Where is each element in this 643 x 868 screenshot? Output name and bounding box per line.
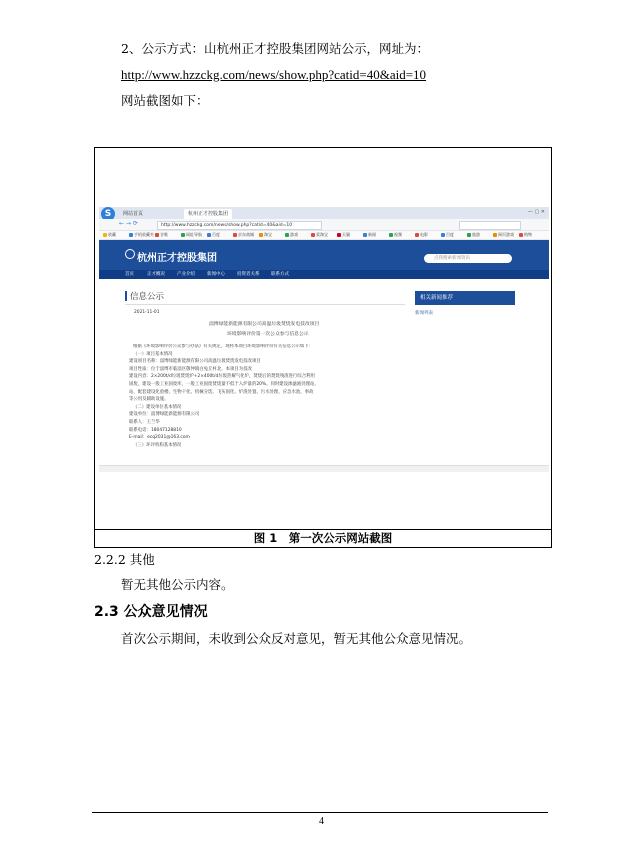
nav-contact[interactable]: 联系方式: [271, 272, 289, 277]
site-search-input[interactable]: 点我搜索新闻资讯: [424, 254, 512, 263]
article-line: 联系电话：18047128810: [129, 427, 182, 433]
section-title-bar: [125, 291, 127, 301]
nav-arrows-icon[interactable]: ← → ⟳: [119, 220, 138, 227]
bookmark-item[interactable]: 旅游: [467, 232, 480, 238]
article-line: （三）环评机构基本情况: [133, 442, 182, 448]
article-line: E-mail：ecq2031@163.com: [129, 435, 190, 441]
page-number: 4: [319, 816, 324, 827]
related-news-link[interactable]: 新闻列表: [415, 311, 433, 316]
bookmark-item[interactable]: 淘宝: [259, 232, 272, 238]
browser-toolbar: [99, 219, 549, 231]
screenshot-intro: 网站截图如下：: [121, 93, 209, 108]
window-controls: — ▢ ✕: [527, 209, 545, 215]
bookmark-item[interactable]: 新闻: [363, 232, 376, 238]
browser-logo-icon: S: [101, 207, 115, 221]
article-line: 固废，建设一般工业固废库，一般工业固废焚烧量不低于入炉量的20%。同时建设渗滤液处理站、: [129, 382, 319, 387]
bookmark-item[interactable]: 购物: [519, 232, 532, 238]
tab-home[interactable]: 网站首页: [123, 211, 144, 217]
bookmarks-bar: [99, 231, 549, 240]
site-nav: [99, 270, 549, 279]
nav-home[interactable]: 首页: [125, 272, 134, 277]
url-line: [121, 66, 426, 84]
article-line: 根据《环境影响评价公众参与办法》有关规定，现将本项目环境影响评价有关信息公示如下：: [133, 344, 314, 349]
tab-hzzckg[interactable]: 杭州正才控股集团: [184, 209, 232, 219]
bookmark-item[interactable]: 游戏: [285, 232, 298, 238]
article-line: 站，配套建设化验楼、生物干化、机械分选、飞灰固化、炉渣处置、污水处理、应急水池、事故: [129, 389, 314, 395]
bookmark-item[interactable]: 百度: [441, 232, 454, 238]
bookmark-item[interactable]: 电影: [415, 232, 428, 238]
subsection-heading: 2.2.2 其他: [94, 552, 155, 567]
section-heading: 2.3 公众意见情况: [94, 604, 208, 620]
browser-statusbar: [99, 465, 549, 472]
section-title-rule: [125, 304, 405, 305]
bookmark-item[interactable]: 收藏: [103, 232, 116, 238]
article-line: （一）项目基本情况: [133, 351, 173, 357]
related-news-header: 相关新闻推荐: [415, 291, 515, 305]
article-line: 等公用及辅助设施。: [129, 397, 169, 403]
article-subtitle: 环境影响评价第一次公众参与信息公示: [227, 332, 309, 337]
bookmark-item[interactable]: 爱淘宝: [311, 232, 328, 238]
company-logo-icon: [125, 249, 135, 259]
address-bar[interactable]: http://www.hzzckg.com/news/show.php?catid=40&aid=10: [157, 221, 322, 230]
article-line: （二）建设单位基本情况: [133, 404, 182, 410]
nav-investor[interactable]: 投资者关系: [237, 272, 260, 277]
nav-industry[interactable]: 产业介绍: [177, 272, 195, 277]
bookmark-item[interactable]: 谷歌: [155, 232, 168, 238]
nav-news[interactable]: 新闻中心: [207, 272, 225, 277]
article-line: 建设项目名称：淄博绿能新能源有限公司高温垃圾焚烧发电技改项目: [129, 359, 261, 365]
article-line: 建设单位：淄博绿能新能源有限公司: [129, 412, 200, 418]
section-text: 首次公示期间，未收到公众反对意见，暂无其他公众意见情况。: [121, 631, 472, 646]
article-title: 淄博绿能新能源有限公司高温垃圾焚烧发电技改项目: [209, 322, 320, 327]
site-name: 杭州正才控股集团: [137, 253, 217, 264]
website-screenshot: [99, 207, 549, 472]
section-title: 信息公示: [130, 292, 165, 302]
site-header: [99, 240, 549, 270]
bookmark-item[interactable]: 百度: [207, 232, 220, 238]
article-date: 2021-11-01: [134, 310, 160, 315]
bookmark-item[interactable]: 网址导航: [181, 232, 202, 238]
article-line: 建设内容：2×200t/d垃圾焚烧炉+2×400t/d垃圾热解气化炉，焚烧后的焚烧残渣进行综合利用: [129, 374, 315, 380]
browser-tabbar: [99, 207, 549, 219]
nav-overview[interactable]: 正才概况: [147, 272, 165, 277]
bookmark-item[interactable]: 视频: [389, 232, 402, 238]
figure-frame: [94, 147, 552, 548]
article-line: 联系人：王兰华: [129, 420, 160, 425]
url-link[interactable]: http://www.hzzckg.com/news/show.php?catid=40&aid=10: [121, 67, 427, 82]
browser-search-field[interactable]: [459, 221, 521, 230]
subsection-text: 暂无其他公示内容。: [121, 577, 234, 592]
footer-rule: [92, 812, 548, 813]
article-line: 项目性质：位于淄博市临淄区敬仲镇白兔丘村北，本项目为技改: [129, 366, 252, 372]
figure-caption: 图 1 第一次公示网站截图: [95, 529, 551, 547]
bookmark-item[interactable]: 京东商城: [233, 232, 254, 238]
article-body: [125, 344, 405, 464]
bookmark-item[interactable]: 手机收藏夹: [129, 232, 154, 238]
bookmark-item[interactable]: 网页游戏: [493, 232, 514, 238]
bookmark-item[interactable]: 天猫: [337, 232, 350, 238]
method-line: 2、公示方式：山杭州正才控股集团网站公示，网址为：: [121, 41, 429, 56]
